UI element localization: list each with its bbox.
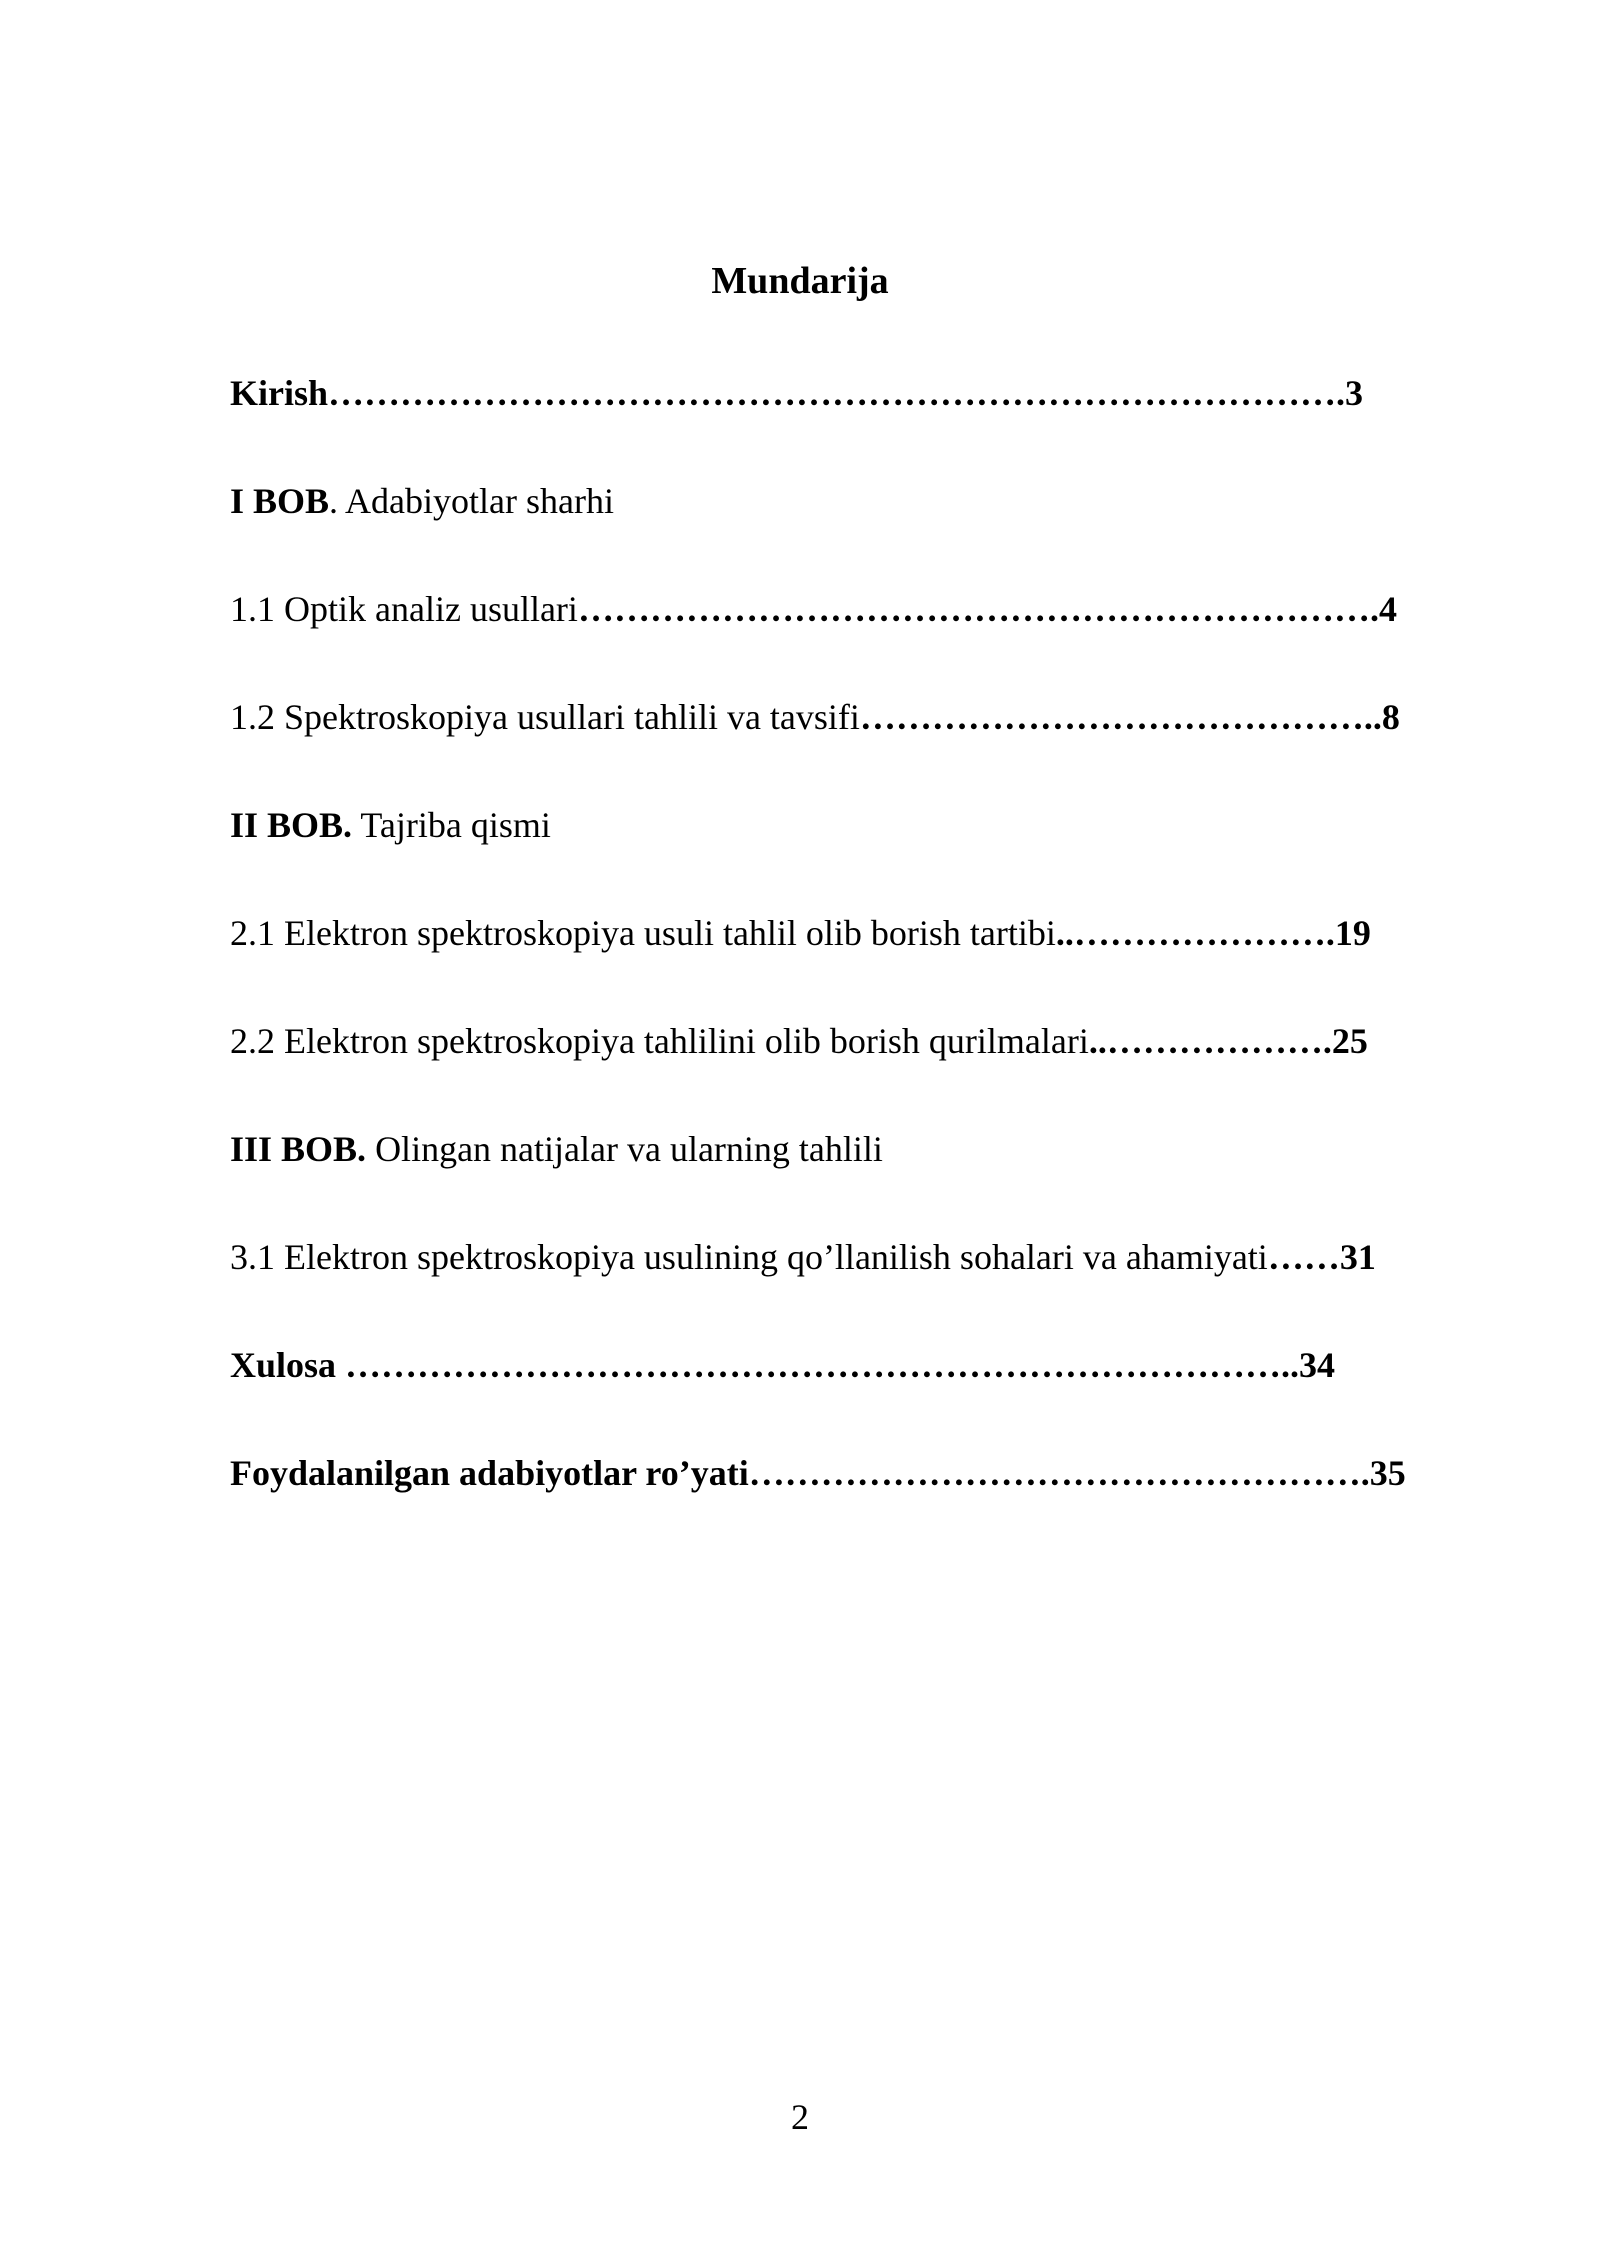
toc-entry-2-1[interactable] [230,910,1371,956]
toc-entry-bold-label: II BOB. [230,805,353,845]
toc-entry-page: 35 [1369,1453,1406,1493]
toc-entry-label: Olingan natijalar va ularning tahlili [366,1129,883,1169]
toc-entry-leader: …………………………………………………………………….. [336,1345,1300,1385]
toc-entry-chapter-3[interactable] [230,1126,883,1172]
page-number: 2 [791,2097,809,2137]
toc-entry-page: 4 [1378,589,1397,629]
toc-entry-bold-label: Xulosa [230,1345,337,1385]
toc-entry-page: 25 [1331,1021,1368,1061]
toc-entry-bold-label: Foydalanilgan adabiyotlar ro’yati [230,1453,749,1493]
toc-entry-2-2[interactable] [230,1018,1368,1064]
toc-entry-bold-label: Kirish [230,373,329,413]
toc-entry-leader: …………………………………….. [859,697,1382,737]
toc-entry-label: Tajriba qismi [352,805,551,845]
toc-entry-3-1[interactable] [230,1234,1376,1280]
toc-entry-label: 2.2 Elektron spektroskopiya tahlilini olib borish qurilmalari [230,1021,1089,1061]
toc-entry-kirish[interactable] [230,370,1363,416]
toc-entry-label: 2.1 Elektron spektroskopiya usuli tahlil olib borish tartibi [230,913,1056,953]
toc-entry-page: 31 [1339,1237,1376,1277]
toc-entry-chapter-1[interactable] [230,478,614,524]
toc-entry-leader: …… [1267,1237,1340,1277]
toc-entry-leader: ..………………. [1088,1021,1332,1061]
toc-entry-1-1[interactable] [230,586,1397,632]
toc-entry-page: 3 [1345,373,1364,413]
toc-entry-page: 8 [1381,697,1400,737]
toc-entry-references[interactable] [230,1450,1406,1496]
toc-entry-bold-label: I BOB [230,481,330,521]
toc-entry-chapter-2[interactable] [230,802,551,848]
toc-entry-label: 1.2 Spektroskopiya usullari tahlili va tavsifi [230,697,860,737]
toc-entry-leader: ..…………………. [1055,913,1335,953]
toc-entry-leader: ……………………………………………. [748,1453,1370,1493]
toc-entry-leader: …………………………………………………………. [577,589,1379,629]
toc-entry-leader: …………………………………………………………………………. [328,373,1346,413]
page-title: Mundarija [711,260,889,302]
toc-entry-1-2[interactable] [230,694,1400,740]
toc-entry-page: 19 [1334,913,1371,953]
toc-entry-label: . Adabiyotlar sharhi [329,481,614,521]
toc-entry-bold-label: III BOB. [230,1129,367,1169]
toc-entry-label: 1.1 Optik analiz usullari [230,589,578,629]
toc-entry-label: 3.1 Elektron spektroskopiya usulining qo’llanilish sohalari va ahamiyati [230,1237,1268,1277]
toc-entry-xulosa[interactable] [230,1342,1335,1388]
toc-entry-page: 34 [1299,1345,1336,1385]
